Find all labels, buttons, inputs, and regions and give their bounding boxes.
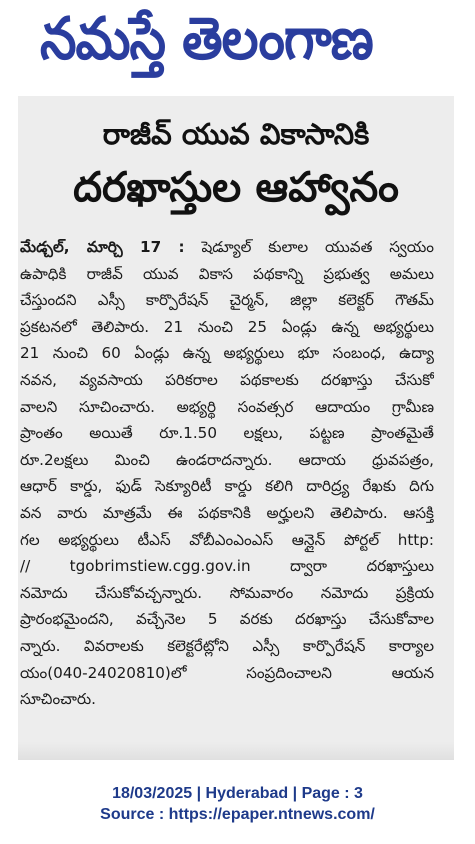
article-line: ప్రకటనలో తెలిపారు. 21 నుంచి 25 ఏండ్లు ఉన్న అభ్యర్థులు — [20, 317, 434, 336]
article-dateline: మేడ్చల్, మార్చి 17 : — [20, 238, 185, 256]
article-line: రూ.2లక్షలు మించి ఉండరాదన్నారు. ఆదాయ ధ్రువపత్రం, — [20, 450, 434, 469]
headline-line-1: రాజీవ్ యువ వికాసానికి — [102, 117, 370, 151]
article-line: 21 నుంచి 60 ఏండ్లు ఉన్న అభ్యర్థులు భూ సంబంధ, ఉద్యా — [20, 344, 434, 363]
article-line: చేస్తుందని ఎస్సీ కార్పొరేషన్ చైర్మన్, జిల్లా కలెక్టర్ గౌతమ్ — [20, 291, 434, 310]
footer-date-edition: 18/03/2025 | Hyderabad | Page : 3 — [112, 785, 363, 802]
headline-line-2: దరఖాస్తుల ఆహ్వానం — [73, 163, 399, 211]
article-line: నమోదు చేసుకోవచ్చన్నారు. సోమవారం నమోదు ప్రక్రియ — [20, 583, 434, 602]
article-line: ఉపాధికి రాజీవ్ యువ వికాస పథకాన్ని ప్రభుత్వ అమలు — [20, 264, 434, 283]
article-line: వాలని సూచించారు. అభ్యర్థి సంవత్సర ఆదాయం గ్రామీణ — [20, 397, 434, 416]
newspaper-clipping — [18, 0, 454, 760]
article-line: సూచించారు. — [20, 690, 96, 709]
article-line: ఆధార్ కార్డు, ఫుడ్ సెక్యూరిటీ కార్డు కలిగి దారిద్ర్య రేఖకు దిగు — [20, 477, 434, 496]
article-line: యం(040-24020810)లో సంప్రదించాలని ఆయన — [20, 663, 434, 682]
article-body — [20, 234, 434, 713]
clip-bottom-edge — [18, 742, 454, 760]
article-line: ప్రారంభమైందని, వచ్చేనెల 5 వరకు దరఖాస్తు చేసుకోవాల — [20, 610, 434, 629]
masthead — [18, 0, 454, 96]
article-line: నవన, వ్యవసాయ పరికరాల పథకాలకు దరఖాస్తు చేసుకో — [20, 370, 434, 389]
article-line: మేడ్చల్, మార్చి 17 : షెడ్యూల్ కులాల యువత స్వయం — [20, 238, 434, 256]
newspaper-logo: నమస్తే తెలంగాణ — [40, 6, 373, 74]
article-line: ప్రాంతం అయితే రూ.1.50 లక్షలు, పట్టణ ప్రాంతమైతే — [20, 424, 434, 443]
article-line: గల అభ్యర్థులు టీఎస్ వోబీఎంఎంఎస్ ఆన్లైన్ పోర్టల్ http: — [20, 530, 434, 549]
article-line: న్నారు. వివరాలకు కలెక్టరేట్లోని ఎస్సీ కార్పొరేషన్ కార్యాల — [20, 636, 434, 655]
footer-source: Source : https://epaper.ntnews.com/ — [100, 806, 375, 823]
article-line: // tgobrimstiew.cgg.gov.in ద్వారా దరఖాస్తులు — [20, 557, 434, 576]
article-line: వన వారు మాత్రమే ఈ పథకానికి అర్హులని తెలిపారు. ఆసక్తి — [20, 503, 434, 522]
